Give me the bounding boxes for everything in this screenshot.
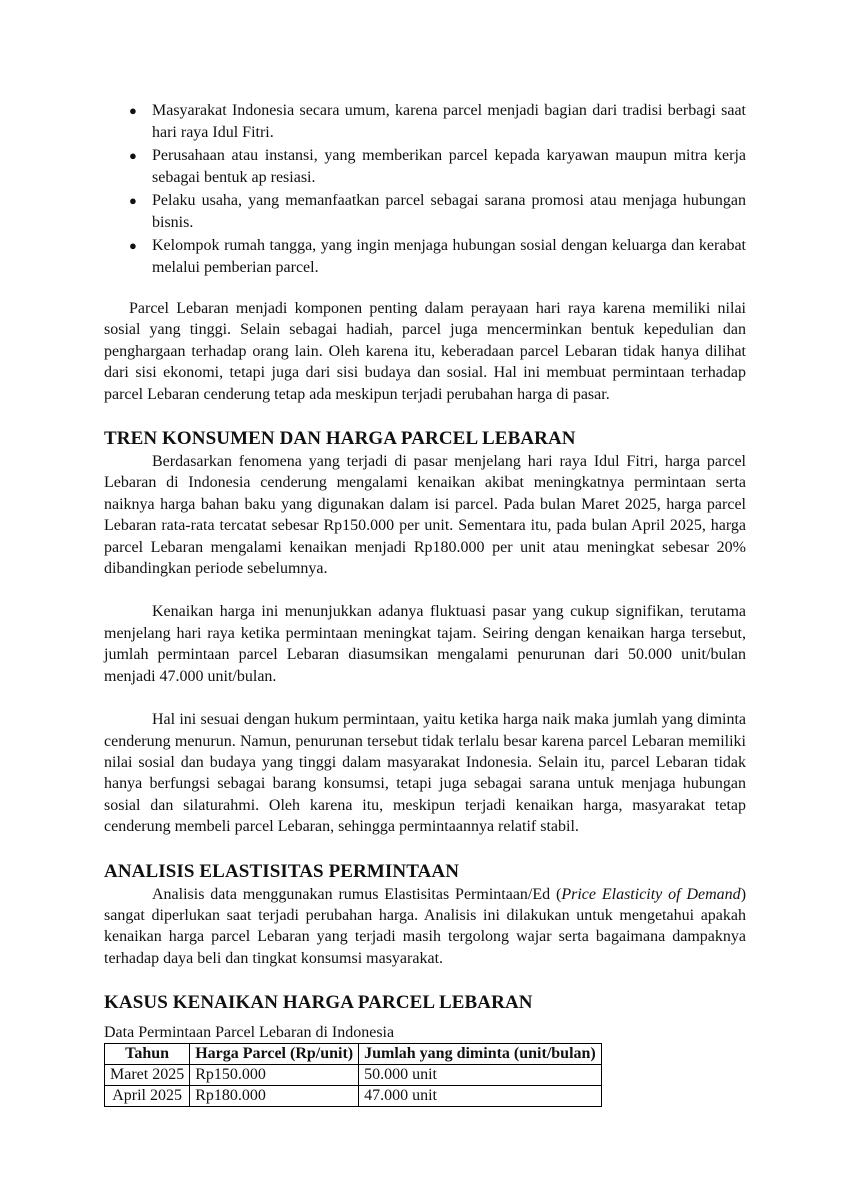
section-heading-tren: TREN KONSUMEN DAN HARGA PARCEL LEBARAN: [104, 428, 576, 450]
table-cell: 47.000 unit: [359, 1086, 602, 1107]
bullet-icon: ●: [129, 238, 137, 253]
list-item: ● Pelaku usaha, yang memanfaatkan parcel sebagai sarana promosi atau menjaga hubungan bisnis.: [129, 192, 746, 231]
document-page: [104, 100, 746, 1107]
table-header-cell: Harga Parcel (Rp/unit): [190, 1044, 359, 1065]
table-caption: Data Permintaan Parcel Lebaran di Indonesia: [104, 1024, 395, 1042]
paragraph: Analisis data menggunakan rumus Elastisitas Permintaan/Ed (Price Elasticity of Demand) sangat diperlukan saat terjadi perubahan harga. Analisis ini dilakukan untuk mengetahui apakah kenaikan harga parcel Lebaran yang terjadi masih tergolong wajar serta bagaimana dampaknya terhadap daya beli dan tingkat konsumsi masyarakat.: [104, 885, 747, 967]
bullet-icon: ●: [129, 103, 137, 118]
table-header-cell: Tahun: [105, 1044, 190, 1065]
bullet-icon: ●: [129, 193, 137, 208]
table-row: [105, 1086, 602, 1107]
table-cell: Rp180.000: [190, 1086, 359, 1107]
demand-table: [104, 1043, 602, 1107]
table-cell: Rp150.000: [190, 1065, 359, 1086]
section-heading-analisis: ANALISIS ELASTISITAS PERMINTAAN: [104, 860, 460, 882]
section-heading-kasus: KASUS KENAIKAN HARGA PARCEL LEBARAN: [104, 992, 533, 1014]
list-item: ● Perusahaan atau instansi, yang memberikan parcel kepada karyawan maupun mitra kerja sebagai bentuk ap resiasi.: [129, 147, 746, 186]
table-cell: Maret 2025: [105, 1065, 190, 1086]
paragraph: Kenaikan harga ini menunjukkan adanya fluktuasi pasar yang cukup signifikan, terutama menjelang hari raya ketika permintaan meningkat tajam. Seiring dengan kenaikan harga tersebut, jumlah permintaan parcel Lebaran diasumsikan mengalami penurunan dari 50.000 unit/bulan menjadi 47.000 unit/bulan.: [104, 603, 746, 685]
bullet-icon: ●: [129, 148, 137, 163]
list-item: ● Kelompok rumah tangga, yang ingin menjaga hubungan sosial dengan keluarga dan kerabat melalui pemberian parcel.: [129, 237, 746, 276]
intro-paragraph: Parcel Lebaran menjadi komponen penting dalam perayaan hari raya karena memiliki nilai sosial yang tinggi. Selain sebagai hadiah, parcel juga mencerminkan bentuk kepedulian dan penghargaan terhadap orang lain. Oleh karena itu, keberadaan parcel Lebaran tidak hanya dilihat dari sisi ekonomi, tetapi juga dari sisi budaya dan sosial. Hal ini membuat permintaan terhadap parcel Lebaran cenderung tetap ada meskipun terjadi perubahan harga di pasar.: [104, 300, 746, 403]
table-cell: 50.000 unit: [359, 1065, 602, 1086]
table-row: [105, 1065, 602, 1086]
table-header-cell: Jumlah yang diminta (unit/bulan): [359, 1044, 602, 1065]
paragraph: Hal ini sesuai dengan hukum permintaan, yaitu ketika harga naik maka jumlah yang diminta cenderung menurun. Namun, penurunan tersebut tidak terlalu besar karena parcel Lebaran memiliki nilai sosial dan budaya yang tinggi dalam masyarakat Indonesia. Selain itu, parcel Lebaran tidak hanya berfungsi sebagai barang konsumsi, tetapi juga sebagai sarana untuk menjaga hubungan sosial dan silaturahmi. Oleh karena itu, meskipun terjadi kenaikan harga, masyarakat tetap cenderung membeli parcel Lebaran, sehingga permintaannya relatif stabil.: [104, 711, 746, 836]
bullet-list: [104, 100, 746, 278]
table-cell: April 2025: [105, 1086, 190, 1107]
italic-term: Price Elasticity of Demand: [561, 885, 741, 903]
list-item: ● Masyarakat Indonesia secara umum, karena parcel menjadi bagian dari tradisi berbagi saat hari raya Idul Fitri.: [129, 102, 746, 141]
paragraph: Berdasarkan fenomena yang terjadi di pasar menjelang hari raya Idul Fitri, harga parcel Lebaran di Indonesia cenderung mengalami kenaikan akibat meningkatnya permintaan serta naiknya harga bahan baku yang digunakan dalam isi parcel. Pada bulan Maret 2025, harga parcel Lebaran rata-rata tercatat sebesar Rp150.000 per unit. Sementara itu, pada bulan April 2025, harga parcel Lebaran mengalami kenaikan menjadi Rp180.000 per unit atau meningkat sebesar 20% dibandingkan periode sebelumnya.: [104, 453, 746, 578]
table-header-row: [105, 1044, 602, 1065]
